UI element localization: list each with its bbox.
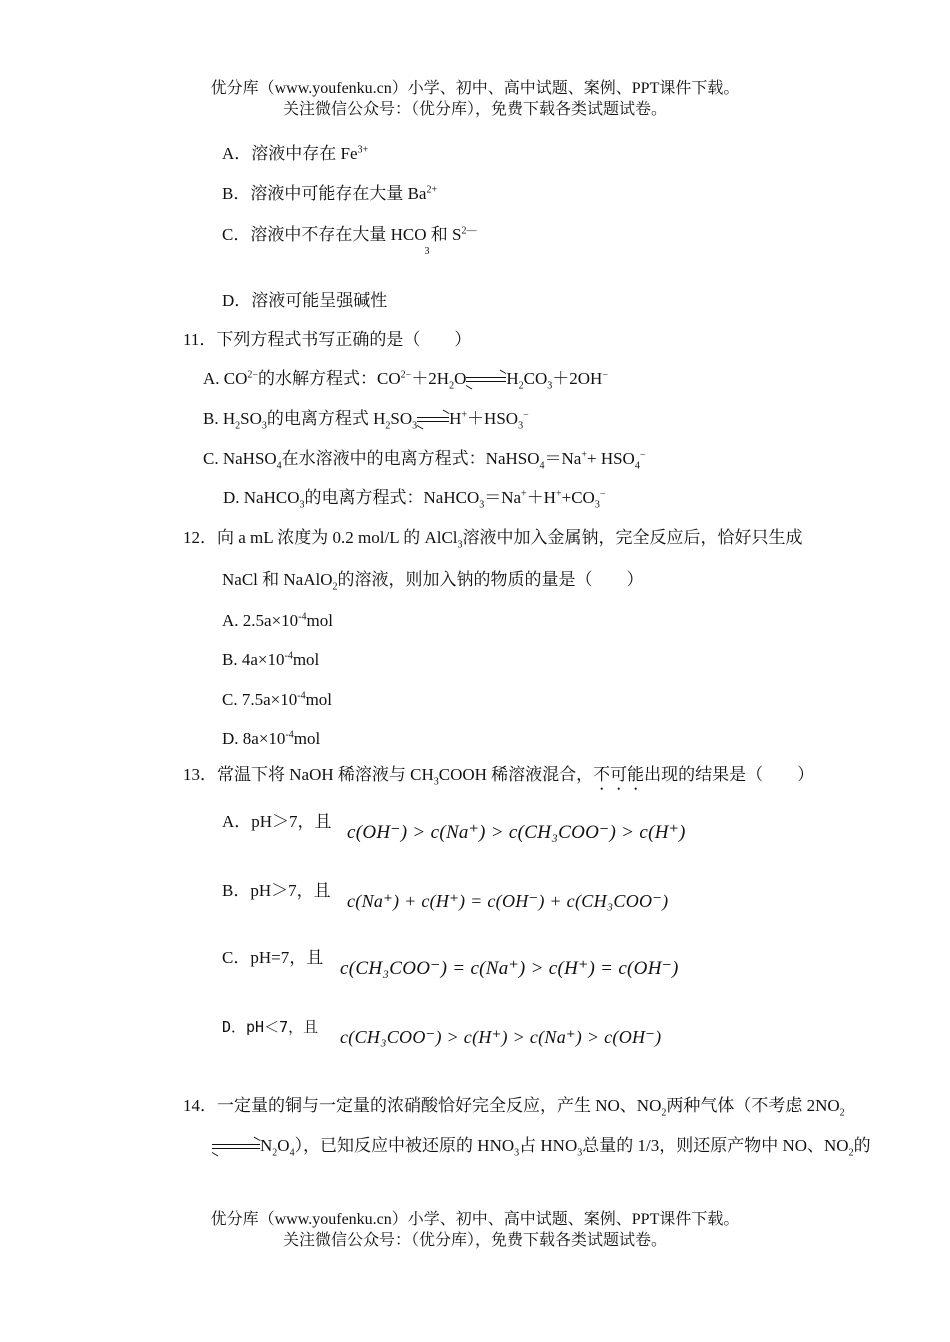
q11-option-d: D. NaHCO$_3$的电离方程式：$NaHCO_3=Na^++H^++CO_3^-$ bbox=[223, 488, 606, 511]
q12-stem-line-2: NaCl 和 NaAlO$_2$的溶液，则加入钠的物质的量是（ ） bbox=[222, 570, 644, 593]
q13-option-c-label: C．pH=7，且 bbox=[222, 948, 324, 967]
q11-option-b: B. $H_2SO_3$的电离方程式 $H_2SO_3$ $H^++HSO_3^-$ bbox=[203, 409, 529, 432]
header-line-2: 关注微信公众号：（优分库），免费下载各类试题试卷。 bbox=[282, 101, 667, 118]
q14-line-1: 14．一定量的铜与一定量的浓硝酸恰好完全反应，产生 NO、$NO_2$两种气体（不考虑 $2NO_2$ bbox=[183, 1096, 845, 1119]
q11-option-a: A. $CO^{2-}$的水解方程式：$CO^{2-}+2H_2O$ $H_2CO_3+2OH^-$ bbox=[203, 369, 608, 392]
footer-line-1: 优分库（www.youfenku.cn）小学、初中、高中试题、案例、PPT课件下载。 bbox=[210, 1211, 740, 1228]
q12-option-d: D. $8a\times 10^{-4}mol$ bbox=[222, 729, 321, 748]
q13-option-b-equation: c(Na⁺) + c(H⁺) = c(OH⁻) + c(CH₃COO⁻) bbox=[347, 891, 669, 911]
q12-stem-line-1: 12．向 a mL 浓度为 0.2 mol/L 的 AlCl$_3$溶液中加入金属钠，完全反应后，恰好只生成 bbox=[183, 528, 803, 551]
equilibrium-arrow-icon bbox=[466, 374, 506, 386]
q13-stem: 13．常温下将 NaOH 稀溶液与 $CH_3COOH$ 稀溶液混合，不可能出现的结果是（ ） bbox=[183, 765, 815, 788]
q10-option-b: B．溶液中可能存在大量 $Ba^{2+}$ bbox=[222, 184, 438, 203]
q13-option-d-label: D．pH＜7，且 bbox=[222, 1018, 319, 1036]
q13-option-a-label: A．pH＞7，且 bbox=[222, 812, 332, 831]
q14-line-2: $N_2O_4$），已知反应中被还原的 $HNO_3$占 $HNO_3$总量的 1/3，则还原产物中 NO、$NO_2$的 bbox=[212, 1136, 871, 1156]
q11-option-c: C. NaHSO$_4$在水溶液中的电离方程式：NaHSO$_4$＝Na++ $HSO_4^-$ bbox=[203, 449, 646, 472]
q12-option-b: B. $4a\times 10^{-4}mol$ bbox=[222, 650, 320, 669]
footer-line-2: 关注微信公众号：（优分库），免费下载各类试题试卷。 bbox=[282, 1232, 667, 1249]
equilibrium-arrow-icon bbox=[212, 1141, 260, 1153]
q12-option-a: A. $2.5a\times 10^{-4}mol$ bbox=[222, 611, 333, 630]
q10-option-d: D．溶液可能呈强碱性 bbox=[222, 291, 388, 310]
emphasis-not-possible: 不可能 bbox=[593, 765, 645, 784]
q10-option-a: A．溶液中存在 $Fe^{3+}$ bbox=[222, 144, 369, 163]
q13-option-d-equation: c(CH₃COO⁻) > c(H⁺) > c(Na⁺) > c(OH⁻) bbox=[340, 1027, 662, 1047]
header-line-1: 优分库（www.youfenku.cn）小学、初中、高中试题、案例、PPT课件下载。 bbox=[210, 80, 740, 97]
q12-option-c: C. $7.5a\times 10^{-4}mol$ bbox=[222, 690, 333, 709]
equilibrium-arrow-icon bbox=[417, 414, 449, 426]
q13-option-c-equation: c(CH₃COO⁻) = c(Na⁺) > c(H⁺) = c(OH⁻) bbox=[340, 958, 679, 979]
q13-option-a-equation: c(OH⁻) > c(Na⁺) > c(CH₃COO⁻) > c(H⁺) bbox=[347, 822, 686, 843]
q10-option-c: C．溶液中不存在大量 HCO 3 和 $S^{2—}$ bbox=[222, 225, 477, 257]
q11-stem: 11．下列方程式书写正确的是（ ） bbox=[183, 330, 472, 349]
q13-option-b-label: B．pH＞7，且 bbox=[222, 881, 331, 900]
